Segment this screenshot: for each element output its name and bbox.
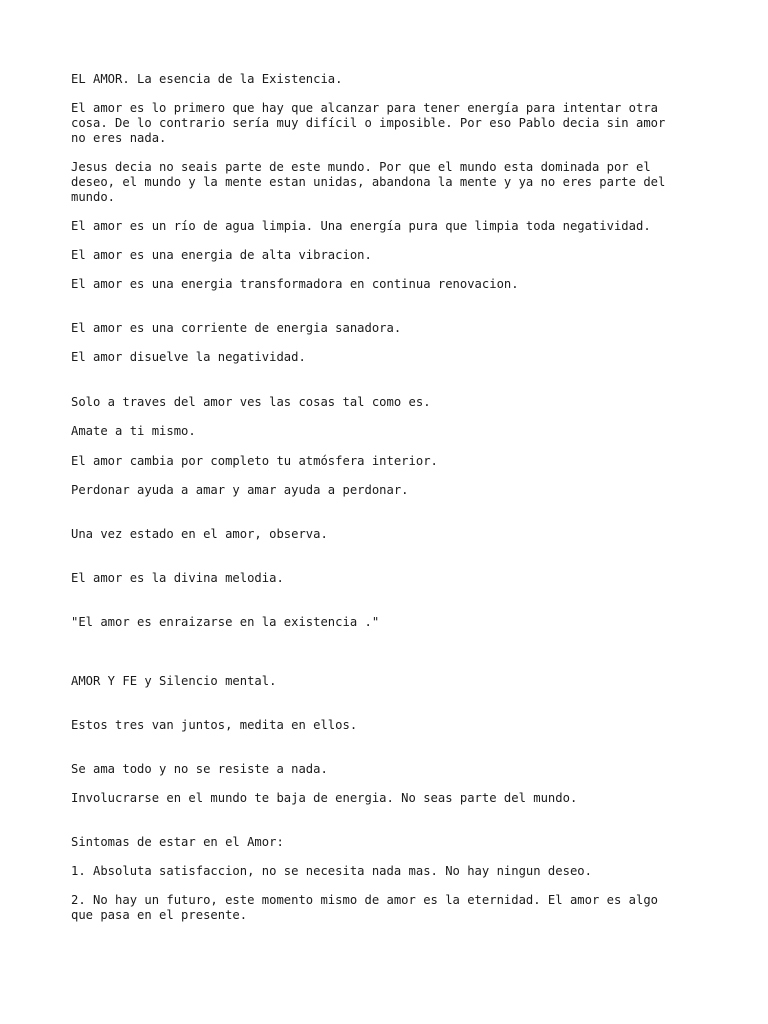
paragraph: Estos tres van juntos, medita en ellos. xyxy=(71,718,358,732)
paragraph: Perdonar ayuda a amar y amar ayuda a perdonar. xyxy=(71,483,409,497)
document-title: EL AMOR. La esencia de la Existencia. xyxy=(71,72,343,86)
list-item: 1. Absoluta satisfaccion, no se necesita nada mas. No hay ningun deseo. xyxy=(71,864,592,878)
paragraph: El amor es la divina melodia. xyxy=(71,571,284,585)
paragraph: El amor es una corriente de energia sanadora. xyxy=(71,321,402,335)
list-item: 2. No hay un futuro, este momento mismo de amor es la eternidad. El amor es algo que pasa en el presente. xyxy=(71,893,658,922)
paragraph: Involucrarse en el mundo te baja de energia. No seas parte del mundo. xyxy=(71,791,578,805)
paragraph: Una vez estado en el amor, observa. xyxy=(71,527,328,541)
paragraph: El amor es lo primero que hay que alcanzar para tener energía para intentar otra cosa. De lo contrario sería muy difícil o imposible. Por eso Pablo decia sin amor no eres nada. xyxy=(71,101,666,145)
paragraph: Se ama todo y no se resiste a nada. xyxy=(71,762,328,776)
paragraph: El amor es una energia de alta vibracion. xyxy=(71,248,372,262)
quote-paragraph: "El amor es enraizarse en la existencia ." xyxy=(71,615,380,629)
paragraph: Solo a traves del amor ves las cosas tal como es. xyxy=(71,395,431,409)
paragraph: Amate a ti mismo. xyxy=(71,424,196,438)
paragraph: Jesus decia no seais parte de este mundo. Por que el mundo esta dominada por el deseo, el mundo y la mente estan unidas, abandona la mente y ya no eres parte del mundo. xyxy=(71,160,666,204)
document-page xyxy=(71,0,691,1024)
section-heading: AMOR Y FE y Silencio mental. xyxy=(71,674,277,688)
section-heading: Sintomas de estar en el Amor: xyxy=(71,835,284,849)
paragraph: El amor es una energia transformadora en continua renovacion. xyxy=(71,277,519,291)
paragraph: El amor cambia por completo tu atmósfera interior. xyxy=(71,454,438,468)
paragraph: El amor disuelve la negatividad. xyxy=(71,350,306,364)
paragraph: El amor es un río de agua limpia. Una energía pura que limpia toda negatividad. xyxy=(71,219,651,233)
